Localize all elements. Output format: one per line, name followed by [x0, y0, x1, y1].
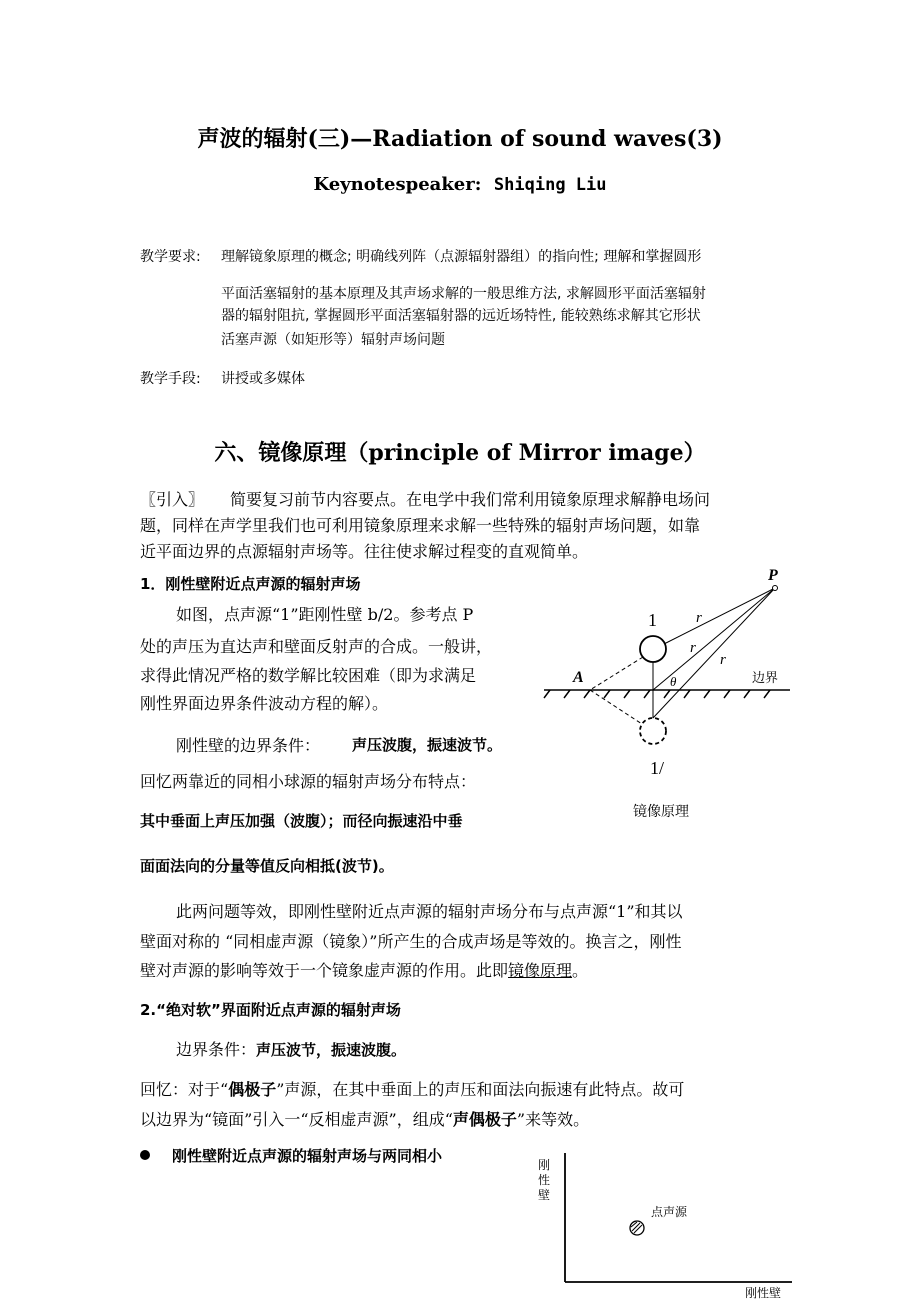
image-source-circle	[640, 718, 666, 744]
wall-label-v1: 刚	[538, 1158, 551, 1172]
sub2-boundary-label: 边界条件：	[176, 1040, 257, 1059]
requirements-line-1: 理解镜象原理的概念; 明确线列阵（点源辐射器组）的指向性; 理解和掌握圆形	[221, 249, 702, 265]
label-p: P	[768, 567, 778, 584]
recall2-l1-pre: 回忆：对于“	[140, 1080, 229, 1099]
recall2-l1-post: ”声源，在其中垂面上的声压和面法向振速有此特点。故可	[276, 1080, 685, 1099]
equiv-line-2: 壁面对称的 “同相虚声源（镜象）”所产生的合成声场是等效的。换言之，刚性	[140, 932, 682, 951]
recall2-line-1	[140, 1076, 684, 1103]
label-a: A	[573, 669, 584, 686]
means-label: 教学手段:	[140, 371, 201, 387]
equiv-line-1: 此两问题等效，即刚性壁附近点声源的辐射声场分布与点声源“1”和其以	[176, 902, 683, 921]
sub1-line-2: 处的声压为直达声和壁面反射声的合成。一般讲，	[140, 637, 493, 656]
sub2-boundary	[176, 1036, 406, 1064]
recall2-l2-pre: 以边界为“镜面”引入一“反相虚声源”，组成“	[140, 1110, 453, 1129]
mirror-image-figure	[540, 560, 800, 840]
sub1-line-4: 刚性界面边界条件波动方程的解）。	[140, 694, 389, 713]
label-r2: r	[690, 640, 696, 656]
image-ray	[653, 588, 775, 718]
point-source-label: 点声源	[651, 1205, 688, 1219]
requirements-line-2: 平面活塞辐射的基本原理及其声场求解的一般思维方法, 求解圆形平面活塞辐射	[221, 286, 706, 302]
speaker-label: Keynotespeaker:	[313, 174, 482, 195]
label-theta: θ	[670, 674, 677, 689]
equiv-line-3-pre: 壁对声源的影响等效于一个镜象虚声源的作用。此即	[140, 961, 509, 980]
hatch-marks	[544, 690, 770, 698]
dashed-line-lower	[590, 690, 642, 724]
bullet-icon	[140, 1150, 150, 1160]
label-r3: r	[720, 652, 726, 668]
rigid-wall-figure	[520, 1145, 820, 1302]
mirror-principle-link: 镜像原理	[508, 961, 573, 980]
direct-ray	[664, 588, 775, 644]
recall2-l2-bold: 声偶极子	[452, 1110, 517, 1129]
wall-label-v3: 壁	[538, 1188, 551, 1202]
dashed-line-upper	[590, 657, 643, 690]
page-title: 声波的辐射(三)—Radiation of sound waves(3)	[197, 126, 723, 152]
intro-line-3: 近平面边界的点源辐射声场等。往往使求解过程变的直观简单。	[140, 542, 589, 561]
speaker-line	[0, 174, 920, 195]
point-p-marker	[773, 586, 778, 591]
section-heading: 六、镜像原理（principle of Mirror image）	[214, 440, 706, 466]
point-source-icon	[630, 1221, 644, 1235]
means-text: 讲授或多媒体	[221, 371, 305, 387]
bullet-text: 刚性壁附近点声源的辐射声场与两同相小	[172, 1147, 443, 1165]
recall-bold-1: 其中垂面上声压加强（波腹）；而径向振速沿中垂	[140, 812, 463, 830]
recall2-line-2	[140, 1106, 589, 1133]
label-1: 1	[648, 610, 657, 630]
label-boundary: 边界	[752, 671, 779, 686]
boundary-label: 刚性壁的边界条件：	[176, 736, 321, 755]
source-circle	[640, 636, 666, 662]
recall2-l1-bold: 偶极子	[228, 1080, 277, 1099]
intro-label: 〖引入〗	[140, 490, 205, 509]
recall2-l2-post: ”来等效。	[516, 1110, 590, 1129]
wall-label-horizontal: 刚性壁	[745, 1286, 782, 1300]
recall-bold-2: 面面法向的分量等值反向相抵(波节)。	[140, 857, 394, 875]
label-r1: r	[696, 610, 702, 626]
intro-line-2: 题，同样在声学里我们也可利用镜象原理来求解一些特殊的辐射声场问题，如靠	[140, 516, 701, 535]
boundary-value: 声压波腹，振速波节。	[352, 736, 503, 754]
sub1-line-1: 如图，点声源“1”距刚性壁 b/2。参考点 P	[176, 605, 474, 624]
wall-label-v2: 性	[538, 1173, 551, 1187]
subsection-1-heading: 1．刚性壁附近点声源的辐射声场	[140, 575, 361, 593]
intro-line-1: 简要复习前节内容要点。在电学中我们常利用镜象原理求解静电场问	[230, 490, 711, 509]
subsection-2-heading: 2.“绝对软”界面附近点声源的辐射声场	[140, 1001, 401, 1019]
sub1-line-3: 求得此情况严格的数学解比较困难（即为求满足	[140, 666, 477, 685]
sub2-boundary-value: 声压波节，振速波腹。	[256, 1041, 407, 1059]
figure-caption: 镜像原理	[633, 804, 689, 820]
equiv-line-3	[140, 957, 588, 984]
requirements-line-4: 活塞声源（如矩形等）辐射声场问题	[221, 332, 445, 348]
speaker-name: Shiqing Liu	[493, 175, 607, 195]
requirements-label: 教学要求:	[140, 249, 201, 265]
recall-line-1: 回忆两靠近的同相小球源的辐射声场分布特点：	[140, 772, 477, 791]
equiv-line-3-post: 。	[572, 961, 589, 980]
label-image-source: 1/	[650, 758, 665, 778]
requirements-line-3: 器的辐射阻抗, 掌握圆形平面活塞辐射器的远近场特性, 能较熟练求解其它形状	[221, 308, 701, 324]
